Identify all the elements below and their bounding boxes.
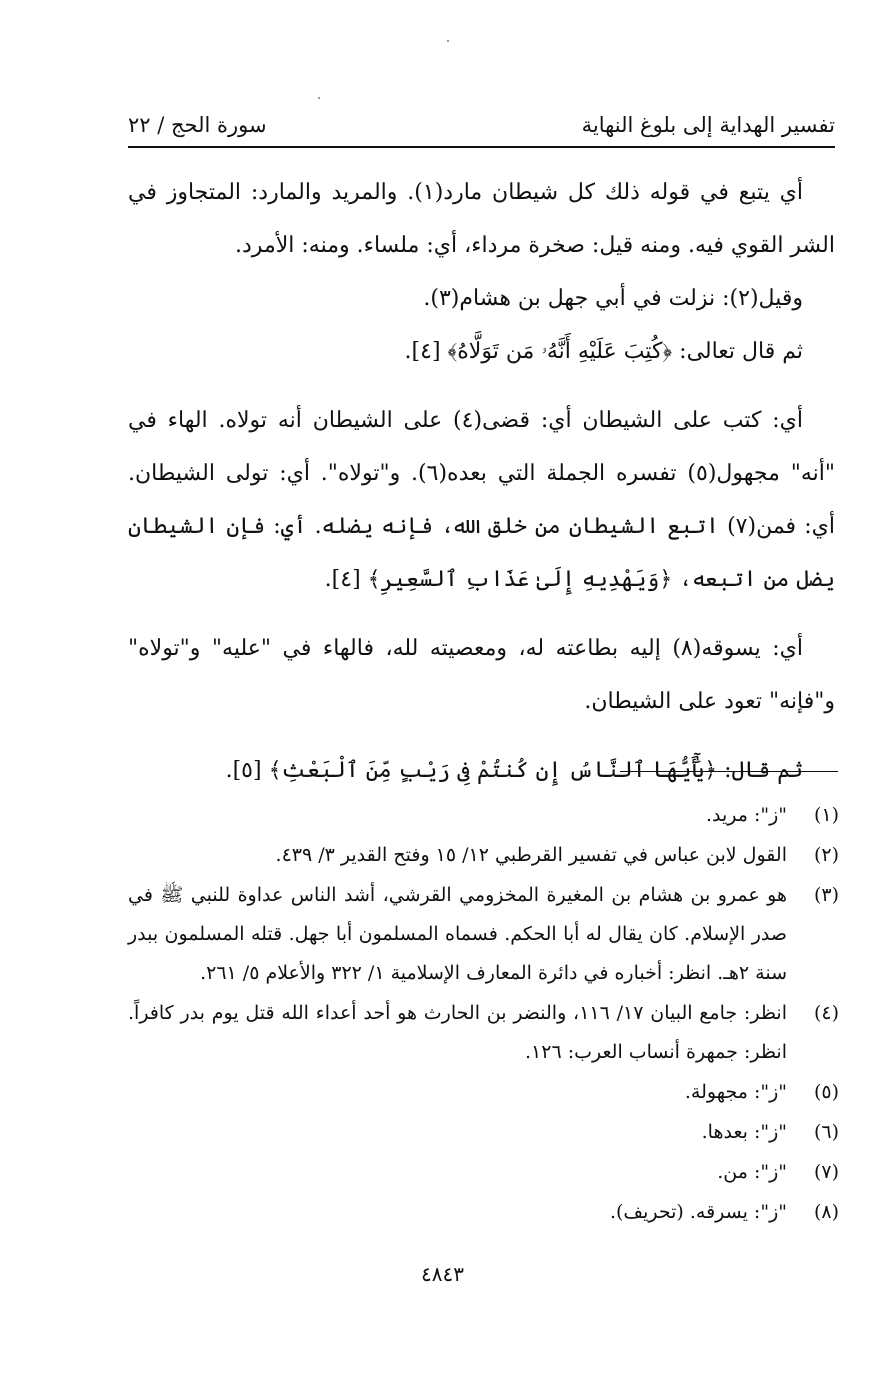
paragraph: ثم قال تعالى: ﴿كُتِبَ عَلَيْهِ أَنَّهُۥ مَن تَوَلَّاهُ﴾ [٤]. [404, 339, 803, 364]
paragraph: أي يتبع في قوله ذلك كل شيطان مارد(١). والمريد والمارد: المتجاوز في الشر القوي فيه. ومنه قيل: صخرة مرداء، أي: ملساء. ومنه: الأمرد. [128, 180, 835, 258]
footnote-number: (٥) [813, 1081, 839, 1103]
footnote-text: هو عمرو بن هشام بن المغيرة المخزومي القرشي، أشد الناس عداوة للنبي ﷺ في صدر الإسلام. كان يقال له أبا الحكم. فسماه المسلمون أبا جهل. قتله المسلمون ببدر سنة ٢هـ. انظر: أخباره في دائرة المعارف الإسلامية ١/ ٣٢٢ والأعلام ٥/ ٢٦١. [128, 884, 787, 984]
footnote-number: (٦) [813, 1121, 839, 1143]
footnote-text: "ز": مجهولة. [684, 1081, 787, 1103]
page-number: ٤٨٤٣ [421, 1262, 464, 1286]
footnote [128, 1073, 839, 1112]
header-rule [128, 146, 835, 148]
footnote-number: (٣) [813, 884, 839, 906]
book-title: تفسير الهداية إلى بلوغ النهاية [581, 113, 835, 137]
footnote-number: (١) [813, 804, 839, 826]
footnote-number: (٧) [813, 1161, 839, 1183]
scan-speck [318, 97, 320, 99]
footnote [128, 994, 839, 1072]
footnote [128, 1113, 839, 1152]
footnote [128, 796, 839, 835]
main-text [128, 166, 835, 797]
footnote-number: (٤) [813, 1002, 839, 1024]
footnote [128, 1153, 839, 1192]
paragraph: أي: كتب على الشيطان أي: قضى(٤) على الشيطان أنه تولاه. الهاء في "أنه" مجهول(٥) تفسره الجملة التي بعده(٦). و"تولاه". أي: تولى الشيطان. أي: فمن(٧) اتبع الشيطان من خلق الله، فإنه يضله. أي: فإن الشيطان يضل من اتبعه، ﴿وَيَهْدِيهِ إِلَىٰ عَذَابِ ٱلسَّعِيرِ﴾ [٤]. [128, 408, 836, 592]
footnote-text: "ز": مريد. [705, 804, 787, 826]
footnote [128, 876, 839, 993]
footnote-text: "ز": يسرقه. (تحريف). [609, 1201, 787, 1223]
footnote-number: (٨) [813, 1201, 839, 1223]
scan-speck [447, 40, 449, 42]
footnote-separator [620, 771, 838, 772]
footnote-text: "ز": بعدها. [701, 1121, 787, 1143]
footnote-text: انظر: جامع البيان ١٧/ ١١٦، والنضر بن الحارث هو أحد أعداء الله قتل يوم بدر كافراً. انظر: جمهرة أنساب العرب: ١٢٦. [128, 1002, 787, 1063]
footnote-text: "ز": من. [717, 1161, 787, 1183]
footnotes [128, 796, 839, 1233]
footnote [128, 1193, 839, 1232]
paragraph: ثم قال: ﴿يَٰٓأَيُّهَا ٱلنَّاسُ إِن كُنتُمْ فِى رَيْبٍ مِّنَ ٱلْبَعْثِ﴾ [٥]. [225, 758, 803, 783]
paragraph: أي: يسوقه(٨) إليه بطاعته له، ومعصيته لله، فالهاء في "عليه" و"تولاه" و"فإنه" تعود على الشيطان. [128, 636, 835, 714]
surah-reference: سورة الحج / ٢٢ [128, 113, 267, 137]
running-header [128, 108, 835, 142]
footnote-number: (٢) [813, 844, 839, 866]
footnote-text: القول لابن عباس في تفسير القرطبي ١٢/ ١٥ وفتح القدير ٣/ ٤٣٩. [275, 844, 787, 866]
footnote [128, 836, 839, 875]
paragraph: وقيل(٢): نزلت في أبي جهل بن هشام(٣). [423, 286, 803, 311]
